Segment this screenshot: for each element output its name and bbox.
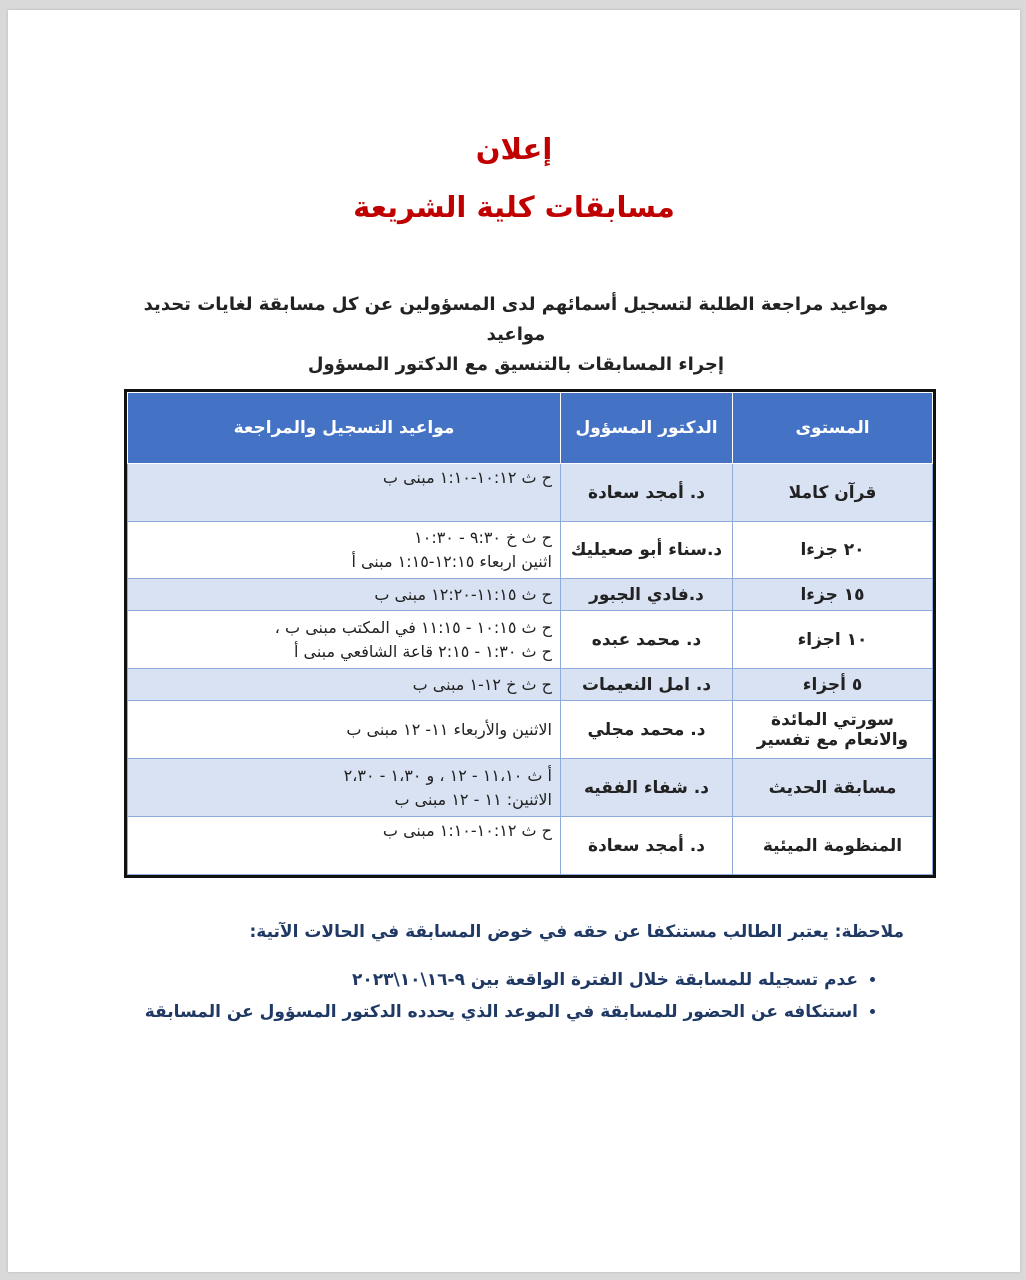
- intro-paragraph: [126, 290, 906, 380]
- table-row: [128, 522, 933, 579]
- header-doctor: الدكتور المسؤول: [561, 393, 733, 464]
- times-cell: [128, 522, 561, 579]
- note-list: [145, 970, 880, 1034]
- table-header-row: [128, 393, 933, 464]
- announcement-title: إعلان: [475, 132, 553, 166]
- times-line: الاثنين: ١١ - ١٢ مبنى ب: [394, 789, 552, 809]
- header-level: المستوى: [733, 393, 933, 464]
- level-cell: المنظومة الميئية: [733, 817, 933, 875]
- list-item: • استنكافه عن الحضور للمسابقة في الموعد الذي يحدده الدكتور المسؤول عن المسابقة: [145, 1002, 858, 1022]
- times-line: ح ث ١٠:١٢-١:١٠ مبنى ب: [382, 468, 552, 487]
- level-cell: ٢٠ جزءا: [733, 522, 933, 579]
- times-line: ح ث ١٠:١٢-١:١٠ مبنى ب: [382, 821, 552, 840]
- announcement-subtitle: مسابقات كلية الشريعة: [353, 190, 675, 224]
- table-row: [128, 759, 933, 817]
- times-cell: [128, 579, 561, 611]
- times-cell: [128, 611, 561, 669]
- list-item: • عدم تسجيله للمسابقة خلال الفترة الواقعة بين ٩-١٦\١٠\٢٠٢٣: [145, 970, 858, 990]
- header-times: مواعيد التسجيل والمراجعة: [128, 393, 561, 464]
- times-cell: [128, 701, 561, 759]
- doctor-cell: د. أمجد سعادة: [561, 464, 733, 522]
- intro-line-1: مواعيد مراجعة الطلبة لتسجيل أسمائهم لدى المسؤولين عن كل مسابقة لغايات تحديد مواعيد: [143, 294, 889, 345]
- doctor-cell: د.سناء أبو صعيليك: [561, 522, 733, 579]
- doctor-cell: د. محمد عبده: [561, 611, 733, 669]
- note-heading: ملاحظة: يعتبر الطالب مستنكفا عن حقه في خوض المسابقة في الحالات الآتية:: [249, 922, 904, 942]
- times-line: ح ث خ ٩:٣٠ - ١٠:٣٠: [414, 528, 552, 547]
- level-cell: ٥ أجزاء: [733, 669, 933, 701]
- level-cell: ١٠ اجزاء: [733, 611, 933, 669]
- doctor-cell: د.فادي الجبور: [561, 579, 733, 611]
- table-row: [128, 669, 933, 701]
- table-row: [128, 611, 933, 669]
- table-row: [128, 579, 933, 611]
- times-cell: [128, 464, 561, 522]
- times-cell: [128, 759, 561, 817]
- table-row: [128, 701, 933, 759]
- announcement-page: [8, 10, 1020, 1272]
- times-cell: [128, 817, 561, 875]
- times-cell: [128, 669, 561, 701]
- level-cell: سورتي المائدة والانعام مع تفسير: [733, 701, 933, 759]
- times-line: ح ث ١١:١٥-١٢:٢٠ مبنى ب: [374, 584, 552, 604]
- doctor-cell: د. شفاء الفقيه: [561, 759, 733, 817]
- doctor-cell: د. أمجد سعادة: [561, 817, 733, 875]
- times-line: الاثنين والأربعاء ١١- ١٢ مبنى ب: [346, 719, 552, 739]
- schedule-table: [124, 389, 936, 878]
- table-row: [128, 817, 933, 875]
- times-line: اثنين اربعاء ١٢:١٥-١:١٥ مبنى أ: [351, 552, 552, 571]
- times-line: ح ث ١٠:١٥ - ١١:١٥ في المكتب مبنى ب ،: [274, 617, 552, 637]
- intro-line-2: إجراء المسابقات بالتنسيق مع الدكتور المسؤول: [307, 354, 725, 375]
- level-cell: مسابقة الحديث: [733, 759, 933, 817]
- times-line: ح ث خ ١٢-١ مبنى ب: [412, 674, 552, 694]
- table-row: [128, 464, 933, 522]
- level-cell: قرآن كاملا: [733, 464, 933, 522]
- doctor-cell: د. امل النعيمات: [561, 669, 733, 701]
- level-cell: ١٥ جزءا: [733, 579, 933, 611]
- doctor-cell: د. محمد مجلي: [561, 701, 733, 759]
- times-line: أ ث ١١،١٠ - ١٢ ، و ١،٣٠ - ٢،٣٠: [343, 765, 552, 785]
- times-line: ح ث ١:٣٠ - ٢:١٥ قاعة الشافعي مبنى أ: [293, 641, 552, 661]
